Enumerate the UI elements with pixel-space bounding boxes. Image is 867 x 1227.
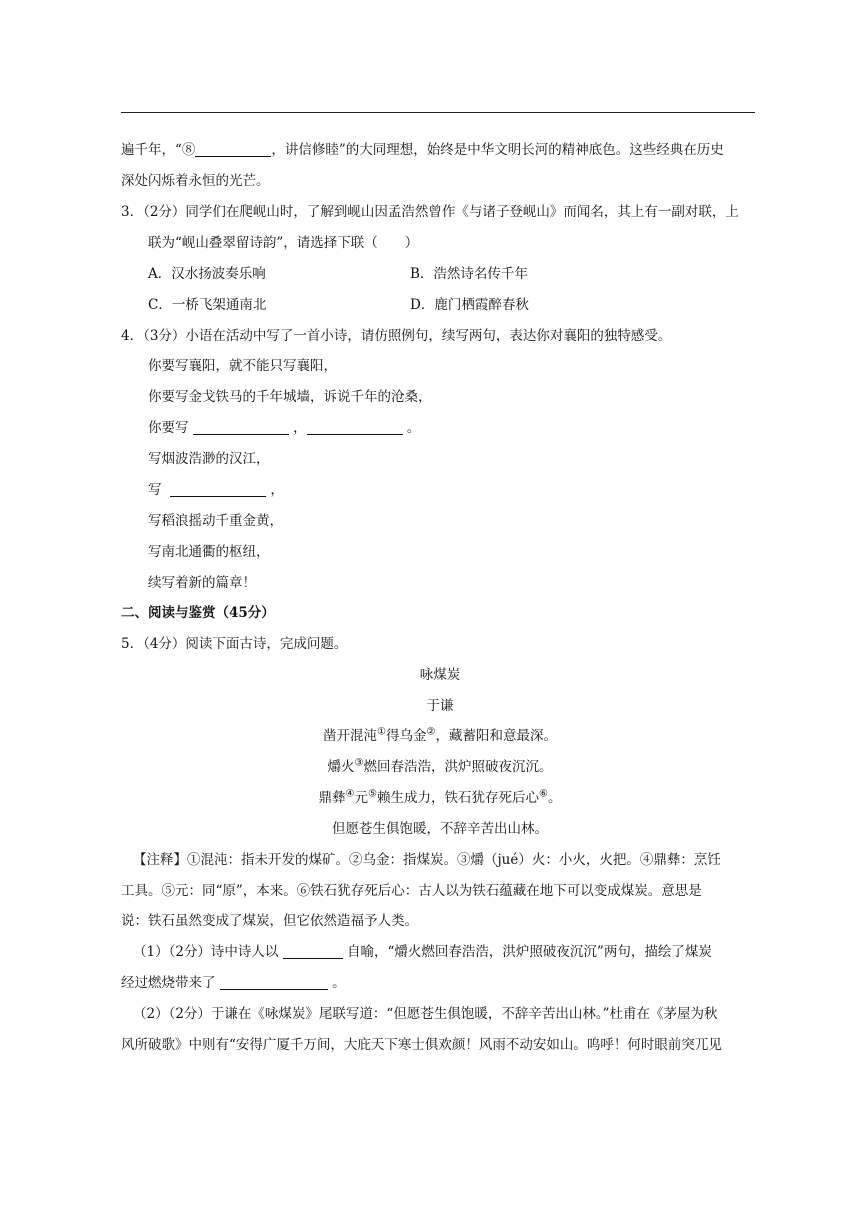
q4-poem-line-4: 写烟波浩渺的汉江，	[148, 451, 270, 467]
poem-line-3	[120, 789, 760, 807]
q5-sub2-line-1: （2）（2分）于谦在《咏煤炭》尾联写道：“但愿苍生俱饱暖，不辞辛苦出山林。”杜甫在《茅屋为秋	[133, 1006, 718, 1022]
q4-line3-comma: ，	[293, 420, 307, 436]
q4-line5-text: 写	[148, 482, 162, 498]
poem-line-3-a: 鼎彝	[318, 790, 346, 806]
q5-sub1-text-d: 。	[332, 975, 346, 991]
answer-blank-q5-2[interactable]	[220, 975, 328, 990]
q4-poem-line-2: 你要写金戈铁马的千年城墙，诉说千年的沧桑，	[148, 389, 432, 405]
answer-blank-q4-2[interactable]	[307, 420, 403, 435]
note-marker-3: ③	[354, 757, 364, 769]
intro-text-a: 遍千年，“⑧	[121, 142, 196, 158]
q4-line3-period: 。	[406, 420, 421, 436]
q4-poem-line-3	[148, 419, 420, 437]
q5-stem: 5．（4分）阅读下面古诗，完成问题。	[121, 636, 348, 652]
poem-line-3-c: 赖生成力，铁石犹存死后心	[376, 790, 539, 806]
poem-title: 咏煤炭	[419, 667, 461, 683]
annotation-line-1: 【注释】①混沌：指未开发的煤矿。②乌金：指煤炭。③爝（jué）火：小火，火把。④鼎彝：烹饪	[133, 852, 721, 868]
q5-sub1-text-c: 经过燃烧带来了	[121, 975, 216, 991]
note-marker-4: ④	[345, 788, 355, 800]
answer-blank-q5-1[interactable]	[283, 944, 343, 959]
note-marker-2: ②	[426, 726, 436, 738]
header-rule	[121, 112, 755, 113]
note-marker-6: ⑥	[538, 788, 548, 800]
q4-poem-line-1: 你要写襄阳，就不能只写襄阳，	[148, 358, 337, 374]
q4-line5-comma: ，	[270, 482, 284, 498]
poem-line-3-d: 。	[547, 790, 562, 806]
q5-sub1-line-1	[133, 943, 712, 961]
poem-line-2-b: 燃回春浩浩，洪炉照破夜沉沉。	[363, 759, 553, 775]
q3-option-b[interactable]: B．浩然诗名传千年	[410, 266, 528, 282]
note-marker-1: ①	[377, 726, 386, 738]
annotation-line-3: 说：铁石虽然变成了煤炭，但它依然造福予人类。	[121, 913, 418, 929]
q4-poem-line-6: 写稻浪摇动千重金黄，	[148, 513, 283, 529]
q4-line3-text: 你要写	[148, 420, 189, 436]
poem-line-1	[120, 727, 760, 745]
q3-option-c[interactable]: C．一桥飞架通南北	[148, 297, 267, 313]
answer-blank-8[interactable]	[195, 142, 271, 157]
answer-blank-q4-1[interactable]	[193, 420, 289, 435]
poem-line-2-a: 爝火	[327, 759, 355, 775]
q5-sub1-text-b: 自喻，“爝火燃回春浩浩，洪炉照破夜沉沉”两句，描绘了煤炭	[347, 944, 712, 960]
poem-line-3-b: 元	[354, 790, 369, 806]
q4-poem-line-8: 续写着新的篇章！	[148, 575, 256, 591]
q4-stem: 4．（3分）小语在活动中写了一首小诗，请仿照例句，续写两句，表达你对襄阳的独特感受。	[121, 328, 672, 344]
q5-sub2-line-2: 风所破歌》中则有“安得广厦千万间，大庇天下寒士俱欢颜！风雨不动安如山。呜呼！何时眼前突兀见	[121, 1037, 722, 1053]
intro-line-1	[121, 141, 724, 159]
q3-option-d[interactable]: D．鹿门栖霞醉春秋	[410, 297, 529, 313]
q3-stem-line-2: 联为“岘山叠翠留诗韵”，请选择下联（ ）	[148, 235, 419, 251]
intro-text-b: ，讲信修睦”的大同理想，始终是中华文明长河的精神底色。这些经典在历史	[271, 142, 724, 158]
q3-option-a[interactable]: A．汉水扬波奏乐响	[148, 266, 266, 282]
q4-poem-line-5	[148, 481, 284, 499]
poem-line-1-b: 得乌金	[386, 728, 427, 744]
poem-line-1-c: ，藏蓄阳和意最深。	[435, 728, 557, 744]
poem-line-4: 但愿苍生俱饱暖，不辞辛苦出山林。	[332, 821, 548, 837]
section-heading: 二、阅读与鉴赏（45分）	[121, 605, 275, 621]
answer-blank-q4-3[interactable]	[170, 482, 266, 497]
intro-line-2: 深处闪烁着永恒的光芒。	[121, 173, 270, 189]
poem-line-1-a: 凿开混沌	[323, 728, 378, 744]
q5-sub1-text-a: （1）（2分）诗中诗人以	[133, 944, 279, 960]
poem-line-2	[120, 758, 760, 776]
q3-stem-line-1: 3．（2分）同学们在爬岘山时，了解到岘山因孟浩然曾作《与诸子登岘山》而闻名，其上有一副对联，上	[121, 204, 739, 220]
q4-poem-line-7: 写南北通衢的枢纽，	[148, 544, 270, 560]
note-marker-5: ⑤	[368, 788, 377, 800]
annotation-line-2: 工具。⑤元：同“原”，本来。⑥铁石犹存死后心：古人以为铁石蕴藏在地下可以变成煤炭。意思是	[121, 883, 702, 899]
poem-author: 于谦	[426, 698, 454, 714]
q5-sub1-line-2	[121, 974, 346, 992]
